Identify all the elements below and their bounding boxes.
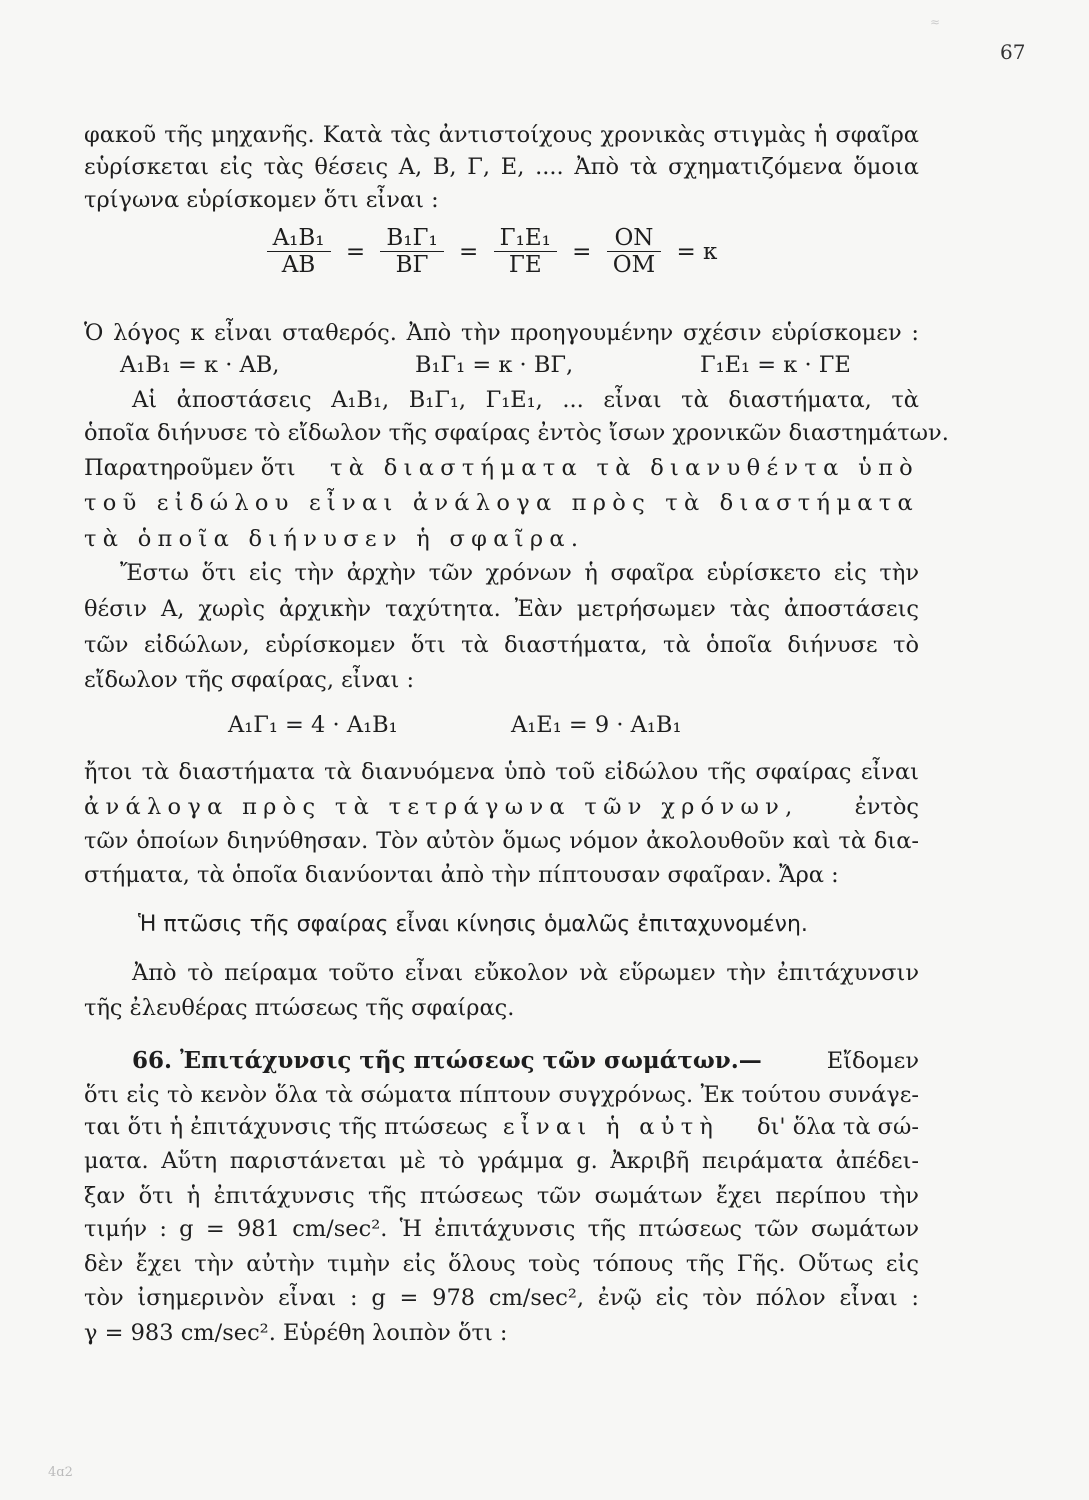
- text-line-19: στήματα, τὰ ὁποῖα διανύονται ἀπὸ τὴν πίπτουσαν σφαῖραν. Ἄρα :: [84, 862, 839, 888]
- text-line-8: Παρατηροῦμεν ὅτι τὰ διαστήματα τὰ διανυθέντα ὑπὸ: [84, 455, 919, 481]
- fraction-2: $\frac{\text{B₁Γ₁}}{B\Gamma}$: [380, 225, 443, 278]
- text-line-12: θέσιν Α, χωρὶς ἀρχικὴν ταχύτητα. Ἐὰν μετρήσωμεν τὰς ἀποστάσεις: [84, 596, 919, 622]
- text-line-1: φακοῦ τῆς μηχανῆς. Κατὰ τὰς ἀντιστοίχους χρονικὰς στιγμὰς ἡ σφαῖρα: [84, 122, 919, 148]
- text-line-3: τρίγωνα εὑρίσκομεν ὅτι εἶναι :: [84, 187, 439, 213]
- text-line-17: ἀνάλογα πρὸς τὰ τετράγωνα τῶν χρόνων, ἐντὸς: [84, 794, 919, 820]
- text-line-18: τῶν ὁποίων διηνύθησαν. Τὸν αὐτὸν ὅμως νόμον ἀκολουθοῦν καὶ τὰ δια-: [84, 828, 919, 854]
- text-line-14: εἴδωλον τῆς σφαίρας, εἶναι :: [84, 667, 415, 693]
- text-line-16: ἤτοι τὰ διαστήματα τὰ διανυόμενα ὑπὸ τοῦ εἰδώλου τῆς σφαίρας εἶναι: [84, 759, 919, 785]
- text-line-28: τιμήν : g = 981 cm/sec². Ἡ ἐπιτάχυνσις τῆς πτώσεως τῶν σωμάτων: [84, 1216, 919, 1242]
- text-line-22: τῆς ἐλευθέρας πτώσεως τῆς σφαίρας.: [84, 995, 515, 1021]
- fraction-1: $\frac{\text{A₁B₁}}{AB}$: [267, 225, 331, 278]
- fraction-4: $\frac{ON}{OM}$: [607, 225, 661, 278]
- proportion-formula: $\frac{\text{A₁B₁}}{AB}$ = $\frac{\text{B₁Γ₁}}{B\Gamma}$ = $\frac{\text{Γ₁E₁}}{\Gamma E}$ = $\frac{ON}{OM}$ = κ: [190, 225, 790, 278]
- text-line-2: εὑρίσκεται εἰς τὰς θέσεις Α, Β, Γ, Ε, .... Ἀπὸ τὰ σχηματιζόμενα ὅμοια: [84, 154, 919, 180]
- text-line-7: ὁποῖα διήνυσε τὸ εἴδωλον τῆς σφαίρας ἐντὸς ἴσων χρονικῶν διαστημάτων.: [84, 420, 949, 446]
- text-line-24: ὅτι εἰς τὸ κενὸν ὅλα τὰ σώματα πίπτουν συγχρόνως. Ἐκ τούτου συνάγε-: [84, 1082, 919, 1108]
- text-line-25: ται ὅτι ἡ ἐπιτάχυνσις τῆς πτώσεως εἶναι ἡ αὐτὴ δι' ὅλα τὰ σώ-: [84, 1114, 919, 1140]
- text-line-13: τῶν εἰδώλων, εὑρίσκομεν ὅτι τὰ διαστήματα, τὰ ὁποῖα διήνυσε τὸ: [84, 632, 919, 658]
- text-line-26: ματα. Αὕτη παριστάνεται μὲ τὸ γράμμα g. Ἀκριβῆ πειράματα ἀπέδει-: [84, 1148, 919, 1174]
- text-line-21: Ἀπὸ τὸ πείραμα τοῦτο εἶναι εὔκολον νὰ εὕρωμεν τὴν ἐπιτάχυνσιν: [132, 960, 919, 986]
- text-line-4: Ὁ λόγος κ εἶναι σταθερός. Ἀπὸ τὴν προηγουμένην σχέσιν εὑρίσκομεν :: [84, 320, 919, 346]
- text-line-30: τὸν ἰσημερινὸν εἶναι : g = 978 cm/sec², ἐνῷ εἰς τὸν πόλον εἶναι :: [84, 1285, 919, 1311]
- page-number: 67: [1000, 40, 1026, 64]
- text-line-11: Ἔστω ὅτι εἰς τὴν ἀρχὴν τῶν χρόνων ἡ σφαῖρα εὑρίσκετο εἰς τὴν: [120, 560, 919, 586]
- text-line-31: γ = 983 cm/sec². Εὑρέθη λοιπὸν ὅτι :: [84, 1320, 508, 1346]
- text-line-27: ξαν ὅτι ἡ ἐπιτάχυνσις τῆς πτώσεως τῶν σωμάτων ἔχει περίπου τὴν: [84, 1183, 919, 1209]
- text-line-29: δὲν ἔχει τὴν αὐτὴν τιμὴν εἰς ὅλους τοὺς τόπους τῆς Γῆς. Οὕτως εἰς: [84, 1251, 919, 1277]
- fraction-3: $\frac{\text{Γ₁E₁}}{\Gamma E}$: [494, 225, 557, 278]
- section-heading-66: 66. Ἐπιτάχυνσις τῆς πτώσεως τῶν σωμάτων.— Εἴδομεν: [132, 1047, 919, 1074]
- corner-mark: ≈: [930, 15, 941, 29]
- text-line-10-spaced: τὰ ὁποῖα διήνυσεν ἡ σφαῖρα.: [84, 526, 585, 552]
- text-line-9-spaced: τοῦ εἰδώλου εἶναι ἀνάλογα πρὸς τὰ διαστήματα: [84, 490, 919, 516]
- text-line-6: Αἱ ἀποστάσεις Α₁Β₁, Β₁Γ₁, Γ₁Ε₁, ... εἶναι τὰ διαστήματα, τὰ: [132, 387, 919, 413]
- bottom-mark: 4ɑ2: [48, 1465, 73, 1480]
- law-statement: Ἡ πτῶσις τῆς σφαίρας εἶναι κίνησις ὁμαλῶς ἐπιταχυνομένη.: [138, 912, 808, 937]
